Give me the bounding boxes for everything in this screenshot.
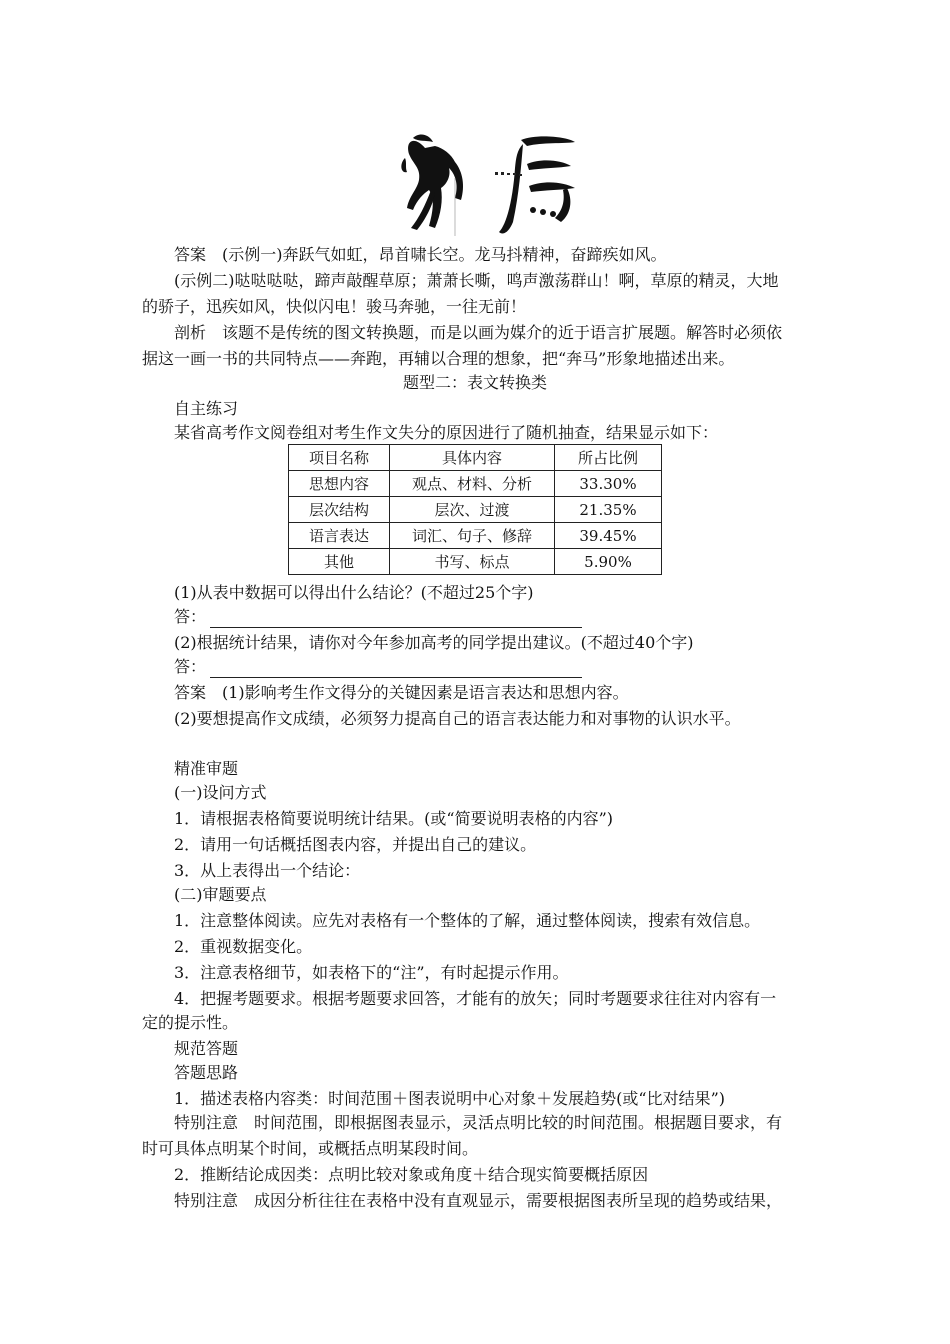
precise-heading: 精准审题 (174, 759, 239, 778)
analysis-line2: 据这一画一书的共同特点——奔跑，再辅以合理的想象，把“奔马”形象地描述出来。 (142, 349, 735, 368)
list-item-continued: 定的提示性。 (142, 1013, 239, 1032)
table-header: 具体内容 (390, 445, 555, 471)
list-item: 2．重视数据变化。 (174, 937, 313, 956)
answer-example-1: 答案 (示例一)奔跃气如虹，昂首啸长空。龙马抖精神，奋蹄疾如风。 (174, 245, 667, 264)
answer-example-2-line1: (示例二)哒哒哒哒，蹄声敲醒草原；萧萧长嘶，鸣声激荡群山！啊，草原的精灵，大地 (174, 271, 779, 290)
section-heading-type2: 题型二：表文转换类 (402, 373, 547, 392)
table-row (289, 471, 662, 497)
table-cell: 层次结构 (289, 497, 390, 523)
idea-heading: 答题思路 (174, 1063, 239, 1082)
answer-label: 答： (174, 657, 207, 676)
answer-line-2 (174, 656, 582, 678)
list-item: 1．描述表格内容类：时间范围＋图表说明中心对象＋发展趋势(或“比对结果”) (174, 1089, 726, 1108)
table-header: 项目名称 (289, 445, 390, 471)
answer-example-2-line2: 的骄子，迅疾如风，快似闪电！骏马奔驰，一往无前！ (142, 297, 527, 316)
list-item: 2．推断结论成因类：点明比较对象或角度＋结合现实简要概括原因 (174, 1165, 649, 1184)
analysis-line1: 剖析 该题不是传统的图文转换题，而是以画为媒介的近于语言扩展题。解答时必须依 (174, 323, 783, 342)
subheading-key-points: (二)审题要点 (174, 885, 267, 904)
answer-blank[interactable] (210, 661, 582, 678)
answer-1: 答案 (1)影响考生作文得分的关键因素是语言表达和思想内容。 (174, 683, 629, 702)
table-cell: 层次、过渡 (390, 497, 555, 523)
table-row (289, 497, 662, 523)
stats-table (288, 444, 662, 575)
list-item: 4．把握考题要求。根据考题要求回答，才能有的放矢；同时考题要求往往对内容有一 (174, 989, 777, 1008)
table-intro: 某省高考作文阅卷组对考生作文失分的原因进行了随机抽查，结果显示如下： (174, 423, 719, 442)
table-cell: 33.30% (555, 471, 662, 497)
answer-blank[interactable] (210, 611, 582, 628)
table-cell: 其他 (289, 549, 390, 575)
list-item: 1．请根据表格简要说明统计结果。(或“简要说明表格的内容”) (174, 809, 614, 828)
practice-heading: 自主练习 (174, 399, 239, 418)
note-line2: 时可具体点明某个时间，或概括点明某段时间。 (142, 1139, 479, 1158)
list-item: 1．注意整体阅读。应先对表格有一个整体的了解，通过整体阅读，搜索有效信息。 (174, 911, 761, 930)
table-cell: 书写、标点 (390, 549, 555, 575)
question-1: (1)从表中数据可以得出什么结论？(不超过25个字) (174, 583, 534, 602)
question-2: (2)根据统计结果，请你对今年参加高考的同学提出建议。(不超过40个字) (174, 633, 694, 652)
table-cell: 语言表达 (289, 523, 390, 549)
table-cell: 5.90% (555, 549, 662, 575)
list-item: 3．从上表得出一个结论： (174, 861, 361, 880)
table-cell: 39.45% (555, 523, 662, 549)
horse-painting (395, 128, 585, 240)
note-line1: 特别注意 时间范围，即根据图表显示，灵活点明比较的时间范围。根据题目要求，有 (174, 1113, 783, 1132)
table-cell: 21.35% (555, 497, 662, 523)
table-header: 所占比例 (555, 445, 662, 471)
table-cell: 思想内容 (289, 471, 390, 497)
table-row (289, 523, 662, 549)
norm-heading: 规范答题 (174, 1039, 239, 1058)
subheading-question-forms: (一)设问方式 (174, 783, 267, 802)
table-header-row (289, 445, 662, 471)
answer-line-1 (174, 606, 582, 628)
answer-label: 答： (174, 607, 207, 626)
note-line: 特别注意 成因分析往往在表格中没有直观显示，需要根据图表所呈现的趋势或结果， (174, 1191, 783, 1210)
list-item: 2．请用一句话概括图表内容，并提出自己的建议。 (174, 835, 537, 854)
table-cell: 观点、材料、分析 (390, 471, 555, 497)
answer-2: (2)要想提高作文成绩，必须努力提高自己的语言表达能力和对事物的认识水平。 (174, 709, 741, 728)
table-cell: 词汇、句子、修辞 (390, 523, 555, 549)
table-row (289, 549, 662, 575)
list-item: 3．注意表格细节，如表格下的“注”，有时起提示作用。 (174, 963, 569, 982)
